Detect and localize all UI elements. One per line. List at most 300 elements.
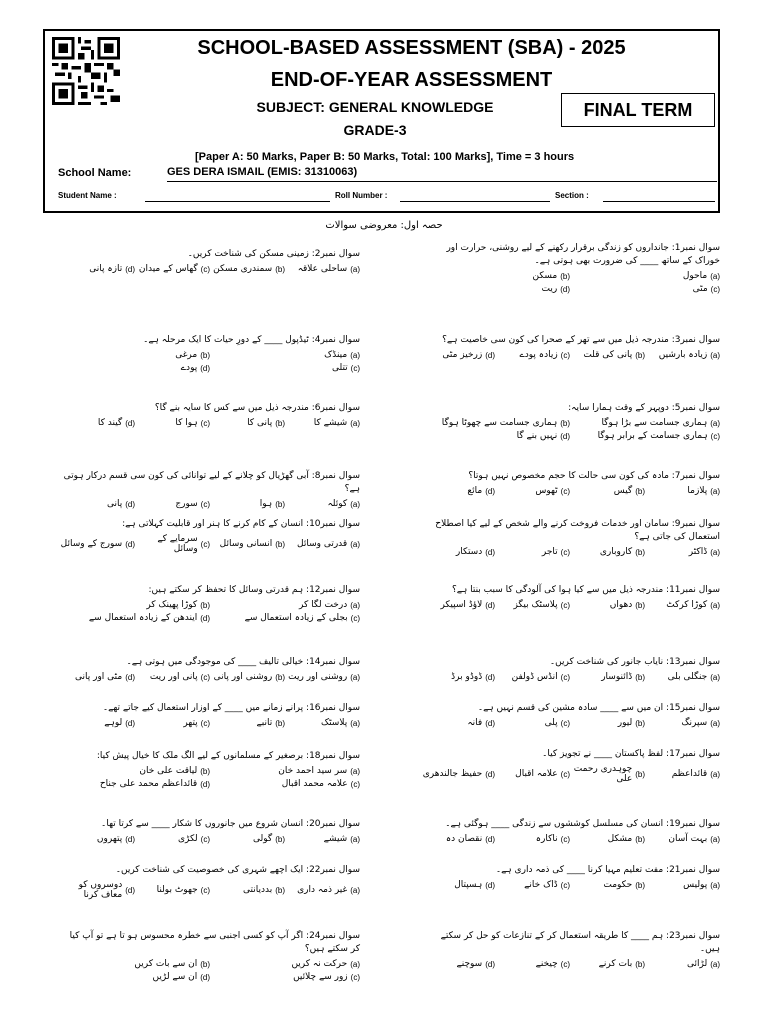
option-text: ہماری جسامت سے چھوٹا ہوگا	[441, 418, 558, 428]
option-tag: (b)	[635, 600, 645, 610]
option-b[interactable]	[570, 764, 645, 784]
option-d[interactable]	[60, 972, 210, 982]
option-b[interactable]	[210, 534, 285, 554]
option-tag: (a)	[350, 418, 360, 428]
question-17	[420, 748, 720, 787]
option-tag: (c)	[560, 486, 570, 496]
option-text: حرکت نہ کریں	[291, 959, 348, 969]
option-d[interactable]	[420, 486, 495, 496]
option-d[interactable]	[420, 284, 570, 294]
option-a[interactable]	[210, 766, 360, 776]
option-text: بجلی کے زیادہ استعمال سے	[244, 613, 348, 623]
option-d[interactable]	[420, 959, 495, 969]
option-b[interactable]	[570, 834, 645, 844]
option-text: سپرنگ	[681, 718, 708, 728]
option-text: زیادہ پودے	[519, 350, 558, 360]
option-b[interactable]	[210, 418, 285, 428]
option-tag: (b)	[635, 769, 645, 779]
option-c[interactable]	[135, 534, 210, 554]
question-text: سوال نمبر10: انسان کے کام کرنے کا ہنر اور قابلیت کہلاتی ہے:	[122, 519, 360, 529]
option-b[interactable]	[570, 600, 645, 610]
option-tag: (a)	[350, 766, 360, 776]
question-text: سوال نمبر16: پرانے زمانے میں ____ کے اوزار استعمال کیے جاتے تھے۔	[102, 703, 360, 713]
option-d[interactable]	[60, 718, 135, 728]
option-c[interactable]	[495, 600, 570, 610]
option-b[interactable]	[60, 959, 210, 969]
option-text: ہوا کا	[175, 418, 198, 428]
option-d[interactable]	[60, 534, 135, 554]
option-text: لڑائی	[687, 959, 708, 969]
option-tag: (c)	[350, 363, 360, 373]
option-a[interactable]	[285, 672, 360, 682]
option-tag: (c)	[350, 779, 360, 789]
option-a[interactable]	[645, 672, 720, 682]
question-2	[60, 248, 360, 277]
option-tag: (b)	[200, 600, 210, 610]
option-text: کوڑا پھینک کر	[146, 600, 198, 610]
option-a[interactable]	[645, 350, 720, 360]
option-text: لاؤڈ اسپیکر	[440, 600, 483, 610]
option-tag: (b)	[275, 718, 285, 728]
question-text: سوال نمبر23: ہم ____ کا طریقہ استعمال کر کے تنازعات کو حل کر سکتے ہیں۔	[440, 931, 720, 954]
option-text: پولیس	[683, 880, 708, 890]
option-text: تازہ پانی	[89, 264, 123, 274]
option-tag: (d)	[485, 880, 495, 890]
question-text: سوال نمبر20: انسان شروع میں جانوروں کا شکار ____ سے کرتا تھا۔	[101, 819, 360, 829]
option-tag: (c)	[710, 284, 720, 294]
option-tag: (d)	[200, 613, 210, 623]
option-d[interactable]	[60, 264, 135, 274]
option-c[interactable]	[495, 834, 570, 844]
option-a[interactable]	[210, 350, 360, 360]
option-text: سورج	[175, 499, 198, 509]
option-tag: (a)	[710, 718, 720, 728]
option-text: پودے	[180, 363, 198, 373]
option-tag: (b)	[275, 885, 285, 895]
option-a[interactable]	[285, 534, 360, 554]
option-text: حکومت	[603, 880, 633, 890]
option-text: دوسروں کو معاف کرنا	[78, 880, 123, 900]
option-tag: (d)	[485, 486, 495, 496]
option-tag: (d)	[125, 539, 135, 549]
option-d[interactable]	[420, 350, 495, 360]
option-text: جنگلی بلی	[667, 672, 708, 682]
option-c[interactable]	[570, 284, 720, 294]
option-tag: (a)	[710, 769, 720, 779]
option-a[interactable]	[645, 486, 720, 496]
option-text: پتھروں	[96, 834, 123, 844]
option-text: پانی اور ریت	[149, 672, 198, 682]
section-title: حصہ اول: معروضی سوالات	[325, 220, 443, 231]
school-name-value: GES DERA ISMAIL (EMIS: 31310063)	[167, 166, 358, 178]
question-13	[420, 656, 720, 685]
option-c[interactable]	[495, 672, 570, 682]
option-text: ٹھوس	[535, 486, 558, 496]
option-tag: (b)	[275, 499, 285, 509]
option-text: زور سے چلائیں	[293, 972, 348, 982]
question-text: سوال نمبر6: مندرجہ ذیل میں سے کس کا سایہ بنے گا؟	[154, 403, 360, 413]
option-text: علامہ اقبال	[515, 769, 558, 779]
question-23	[420, 930, 720, 972]
assessment-subtitle: END-OF-YEAR ASSESSMENT	[270, 69, 553, 91]
option-tag: (a)	[350, 959, 360, 969]
option-b[interactable]	[210, 499, 285, 509]
option-c[interactable]	[495, 880, 570, 890]
question-12	[60, 584, 360, 626]
section-field[interactable]	[603, 201, 715, 202]
option-text: پتھر	[183, 718, 198, 728]
option-text: کوڑا کرکٹ	[666, 600, 708, 610]
option-b[interactable]	[570, 486, 645, 496]
option-text: بددیانتی	[243, 885, 273, 895]
option-a[interactable]	[645, 547, 720, 557]
option-tag: (c)	[560, 547, 570, 557]
question-text: سوال نمبر4: ٹیڈپول ____ کے دورِ حیات کا ایک مرحلہ ہے۔	[143, 335, 360, 345]
option-text: مٹی اور پانی	[75, 672, 123, 682]
question-18	[60, 750, 360, 792]
option-text: دستکار	[455, 547, 483, 557]
option-tag: (c)	[560, 718, 570, 728]
option-c[interactable]	[210, 363, 360, 373]
option-a[interactable]	[645, 718, 720, 728]
option-tag: (c)	[560, 834, 570, 844]
option-c[interactable]	[210, 972, 360, 982]
question-text: سوال نمبر14: خیالی تالیف ____ کی موجودگی میں ہوتی ہے۔	[126, 657, 360, 667]
option-d[interactable]	[420, 834, 495, 844]
option-b[interactable]	[570, 547, 645, 557]
option-text: ایندھن کے زیادہ استعمال سے	[88, 613, 198, 623]
option-text: مرغی	[175, 350, 198, 360]
option-text: پانی	[106, 499, 123, 509]
option-tag: (c)	[560, 769, 570, 779]
option-tag: (a)	[350, 499, 360, 509]
option-tag: (d)	[485, 547, 495, 557]
option-text: مشکل	[607, 834, 633, 844]
option-a[interactable]	[285, 499, 360, 509]
option-d[interactable]	[60, 880, 135, 900]
option-b[interactable]	[570, 959, 645, 969]
option-tag: (d)	[560, 284, 570, 294]
option-a[interactable]	[210, 959, 360, 969]
option-tag: (a)	[710, 547, 720, 557]
option-b[interactable]	[210, 834, 285, 844]
option-tag: (c)	[200, 885, 210, 895]
question-text: سوال نمبر12: ہم قدرتی وسائل کا تحفظ کر سکتے ہیں:	[148, 585, 360, 595]
question-5	[420, 402, 720, 444]
option-tag: (d)	[125, 672, 135, 682]
option-tag: (d)	[485, 600, 495, 610]
option-text: چوہدری رحمت علی	[573, 764, 633, 784]
option-tag: (b)	[275, 264, 285, 274]
option-tag: (d)	[125, 264, 135, 274]
option-c[interactable]	[495, 350, 570, 360]
option-c[interactable]	[135, 418, 210, 428]
option-tag: (a)	[350, 672, 360, 682]
option-text: ریت	[541, 284, 558, 294]
option-tag: (a)	[710, 959, 720, 969]
option-text: سرمایے کے وسائل	[157, 534, 198, 554]
question-14	[60, 656, 360, 685]
option-d[interactable]	[60, 613, 210, 623]
roll-number-label: Roll Number :	[335, 191, 388, 200]
assessment-title: SCHOOL-BASED ASSESSMENT (SBA) - 2025	[197, 37, 626, 59]
option-d[interactable]	[420, 431, 570, 441]
question-text: سوال نمبر13: نایاب جانور کی شناخت کریں۔	[549, 657, 720, 667]
option-text: روشنی اور پانی	[213, 672, 273, 682]
option-b[interactable]	[570, 350, 645, 360]
option-tag: (c)	[200, 834, 210, 844]
option-d[interactable]	[420, 600, 495, 610]
option-text: انڈس ڈولفن	[511, 672, 558, 682]
option-tag: (d)	[125, 418, 135, 428]
option-tag: (b)	[635, 959, 645, 969]
option-text: شیشے کا	[313, 418, 348, 428]
option-text: تاجر	[541, 547, 558, 557]
option-text: مائع	[467, 486, 483, 496]
option-tag: (d)	[125, 499, 135, 509]
option-tag: (d)	[200, 972, 210, 982]
option-b[interactable]	[210, 672, 285, 682]
option-text: گیس	[613, 486, 633, 496]
option-text: نقصان دہ	[445, 834, 483, 844]
option-a[interactable]	[645, 880, 720, 890]
option-a[interactable]	[645, 959, 720, 969]
option-text: پانی کی قلت	[583, 350, 633, 360]
option-tag: (a)	[710, 600, 720, 610]
question-text: سوال نمبر2: زمینی مسکن کی شناخت کریں۔	[187, 249, 360, 259]
option-tag: (d)	[200, 363, 210, 373]
option-tag: (c)	[710, 431, 720, 441]
option-b[interactable]	[210, 264, 285, 274]
option-d[interactable]	[420, 547, 495, 557]
grade-label: GRADE-3	[343, 122, 407, 138]
option-a[interactable]	[570, 418, 720, 428]
option-d[interactable]	[420, 764, 495, 784]
option-c[interactable]	[135, 880, 210, 900]
question-3	[420, 334, 720, 363]
question-6	[60, 402, 360, 431]
question-text: سوال نمبر18: برصغیر کے مسلمانوں کے لیے الگ ملک کا خیال پیش کیا:	[96, 751, 360, 761]
option-tag: (c)	[200, 539, 210, 549]
question-4	[60, 334, 360, 376]
question-text: سوال نمبر19: انسان کی مسلسل کوششوں سے زندگی ____ ہوگئی ہے۔	[445, 819, 720, 829]
option-tag: (a)	[350, 834, 360, 844]
option-d[interactable]	[60, 363, 210, 373]
option-tag: (d)	[125, 718, 135, 728]
option-text: پلازما	[687, 486, 708, 496]
term-badge: FINAL TERM	[561, 93, 715, 127]
option-d[interactable]	[60, 672, 135, 682]
option-tag: (a)	[710, 880, 720, 890]
question-text: سوال نمبر9: سامان اور خدمات فروخت کرنے والے شخص کے لیے کیا اصطلاح استعمال کی جاتی ہے؟	[435, 519, 720, 542]
option-tag: (b)	[635, 350, 645, 360]
school-name-underline	[167, 181, 717, 182]
option-text: پلی	[544, 718, 558, 728]
question-text: سوال نمبر24: اگر آپ کو کسی اجنبی سے خطرہ محسوس ہو تا ہے تو آپ کیا کر سکتے ہیں؟	[69, 931, 360, 954]
question-1	[420, 242, 720, 297]
option-d[interactable]	[420, 718, 495, 728]
option-c[interactable]	[210, 779, 360, 789]
option-text: بات کرنے	[598, 959, 633, 969]
option-c[interactable]	[210, 613, 360, 623]
option-tag: (a)	[350, 264, 360, 274]
option-c[interactable]	[495, 764, 570, 784]
option-b[interactable]	[420, 271, 570, 281]
option-text: ماحول	[682, 271, 708, 281]
option-c[interactable]	[135, 672, 210, 682]
option-tag: (b)	[275, 834, 285, 844]
option-c[interactable]	[135, 499, 210, 509]
option-text: سر سید احمد خان	[278, 766, 348, 776]
option-a[interactable]	[285, 718, 360, 728]
option-c[interactable]	[495, 718, 570, 728]
option-text: قدرتی وسائل	[297, 539, 348, 549]
option-text: سوچنے	[456, 959, 483, 969]
option-text: شیشے	[323, 834, 348, 844]
question-24	[60, 930, 360, 985]
option-a[interactable]	[285, 264, 360, 274]
option-text: ڈوڈو برڈ	[451, 672, 483, 682]
option-a[interactable]	[645, 834, 720, 844]
option-tag: (c)	[200, 418, 210, 428]
option-d[interactable]	[60, 418, 135, 428]
option-tag: (d)	[485, 959, 495, 969]
option-tag: (c)	[200, 672, 210, 682]
option-tag: (c)	[200, 499, 210, 509]
question-19	[420, 818, 720, 847]
option-text: ہسپتال	[454, 880, 483, 890]
option-tag: (d)	[485, 769, 495, 779]
option-text: زرخیز مٹی	[442, 350, 483, 360]
option-tag: (c)	[200, 264, 210, 274]
option-d[interactable]	[60, 779, 210, 789]
option-text: قائداعظم	[671, 769, 708, 779]
question-text: سوال نمبر8: آبی گھڑیال کو چلانے کے لیے توانائی کی کون سی قسم درکار ہوتی ہے؟	[63, 471, 360, 494]
question-text: سوال نمبر11: مندرجہ ذیل میں سے کیا ہوا کی آلودگی کا سبب بنتا ہے؟	[451, 585, 720, 595]
option-tag: (d)	[125, 885, 135, 895]
question-text: سوال نمبر15: ان میں سے ____ سادہ مشین کی قسم نہیں ہے۔	[477, 703, 720, 713]
option-tag: (b)	[275, 539, 285, 549]
option-a[interactable]	[285, 418, 360, 428]
option-b[interactable]	[570, 672, 645, 682]
option-text: انسانی وسائل	[219, 539, 273, 549]
option-c[interactable]	[495, 959, 570, 969]
option-b[interactable]	[570, 718, 645, 728]
option-tag: (d)	[485, 834, 495, 844]
option-a[interactable]	[285, 880, 360, 900]
option-c[interactable]	[495, 547, 570, 557]
question-text: سوال نمبر5: دوپہر کے وقت ہمارا سایہ:	[568, 403, 720, 413]
option-text: پانی کا	[247, 418, 273, 428]
option-tag: (a)	[710, 834, 720, 844]
option-b[interactable]	[570, 880, 645, 890]
option-c[interactable]	[570, 431, 720, 441]
option-text: قائداعظم محمد علی جناح	[99, 779, 198, 789]
option-a[interactable]	[645, 764, 720, 784]
option-tag: (a)	[710, 418, 720, 428]
question-7	[420, 470, 720, 499]
option-text: لوہے	[104, 718, 123, 728]
option-a[interactable]	[210, 600, 360, 610]
option-text: مٹی	[692, 284, 708, 294]
option-b[interactable]	[60, 350, 210, 360]
option-a[interactable]	[285, 834, 360, 844]
student-name-field[interactable]	[145, 201, 330, 202]
option-a[interactable]	[570, 271, 720, 281]
option-tag: (d)	[560, 431, 570, 441]
option-text: لیاقت علی خان	[139, 766, 198, 776]
option-b[interactable]	[210, 880, 285, 900]
option-tag: (a)	[710, 350, 720, 360]
option-c[interactable]	[135, 718, 210, 728]
option-tag: (b)	[635, 672, 645, 682]
option-tag: (b)	[560, 271, 570, 281]
question-20	[60, 818, 360, 847]
option-text: لیور	[617, 718, 633, 728]
option-tag: (d)	[485, 672, 495, 682]
option-a[interactable]	[645, 600, 720, 610]
option-d[interactable]	[420, 672, 495, 682]
option-text: گھاس کے میدان	[138, 264, 198, 274]
option-tag: (a)	[710, 271, 720, 281]
option-b[interactable]	[60, 600, 210, 610]
option-tag: (d)	[125, 834, 135, 844]
option-tag: (b)	[200, 959, 210, 969]
option-text: ساحلی علاقہ	[297, 264, 348, 274]
option-tag: (c)	[560, 672, 570, 682]
option-d[interactable]	[60, 834, 135, 844]
option-b[interactable]	[210, 718, 285, 728]
question-text: سوال نمبر22: ایک اچھے شہری کی خصوصیت کی شناخت کریں۔	[115, 865, 360, 875]
option-tag: (d)	[200, 779, 210, 789]
option-tag: (b)	[560, 418, 570, 428]
question-text: سوال نمبر7: مادہ کی کون سی حالت کا حجم مخصوص نہیں ہوتا؟	[468, 471, 720, 481]
option-text: غیر ذمہ داری	[297, 885, 348, 895]
option-b[interactable]	[60, 766, 210, 776]
option-text: نہیں بنے گا	[516, 431, 558, 441]
option-b[interactable]	[420, 418, 570, 428]
option-text: ہماری جسامت کے برابر ہوگا	[597, 431, 708, 441]
option-tag: (b)	[200, 350, 210, 360]
option-tag: (a)	[350, 539, 360, 549]
roll-number-field[interactable]	[400, 201, 550, 202]
option-tag: (a)	[350, 885, 360, 895]
option-c[interactable]	[135, 264, 210, 274]
qr-code-icon	[52, 37, 120, 105]
assessment-header	[43, 29, 720, 213]
option-text: گیند کا	[97, 418, 123, 428]
marks-info: [Paper A: 50 Marks, Paper B: 50 Marks, Total: 100 Marks], Time = 3 hours	[195, 151, 575, 163]
question-21	[420, 864, 720, 893]
option-tag: (a)	[350, 350, 360, 360]
question-10	[60, 518, 360, 557]
question-9	[420, 518, 720, 560]
option-tag: (b)	[635, 486, 645, 496]
option-d[interactable]	[60, 499, 135, 509]
option-d[interactable]	[420, 880, 495, 890]
option-tag: (b)	[200, 766, 210, 776]
option-text: سمندری مسکن	[213, 264, 273, 274]
option-tag: (c)	[350, 972, 360, 982]
option-tag: (d)	[485, 350, 495, 360]
option-text: ہوا	[259, 499, 273, 509]
option-text: بہت آسان	[668, 834, 708, 844]
option-c[interactable]	[135, 834, 210, 844]
question-text: سوال نمبر17: لفظ پاکستان ____ نے تجویز کیا۔	[542, 749, 720, 759]
option-tag: (a)	[350, 718, 360, 728]
option-c[interactable]	[495, 486, 570, 496]
option-tag: (c)	[560, 600, 570, 610]
